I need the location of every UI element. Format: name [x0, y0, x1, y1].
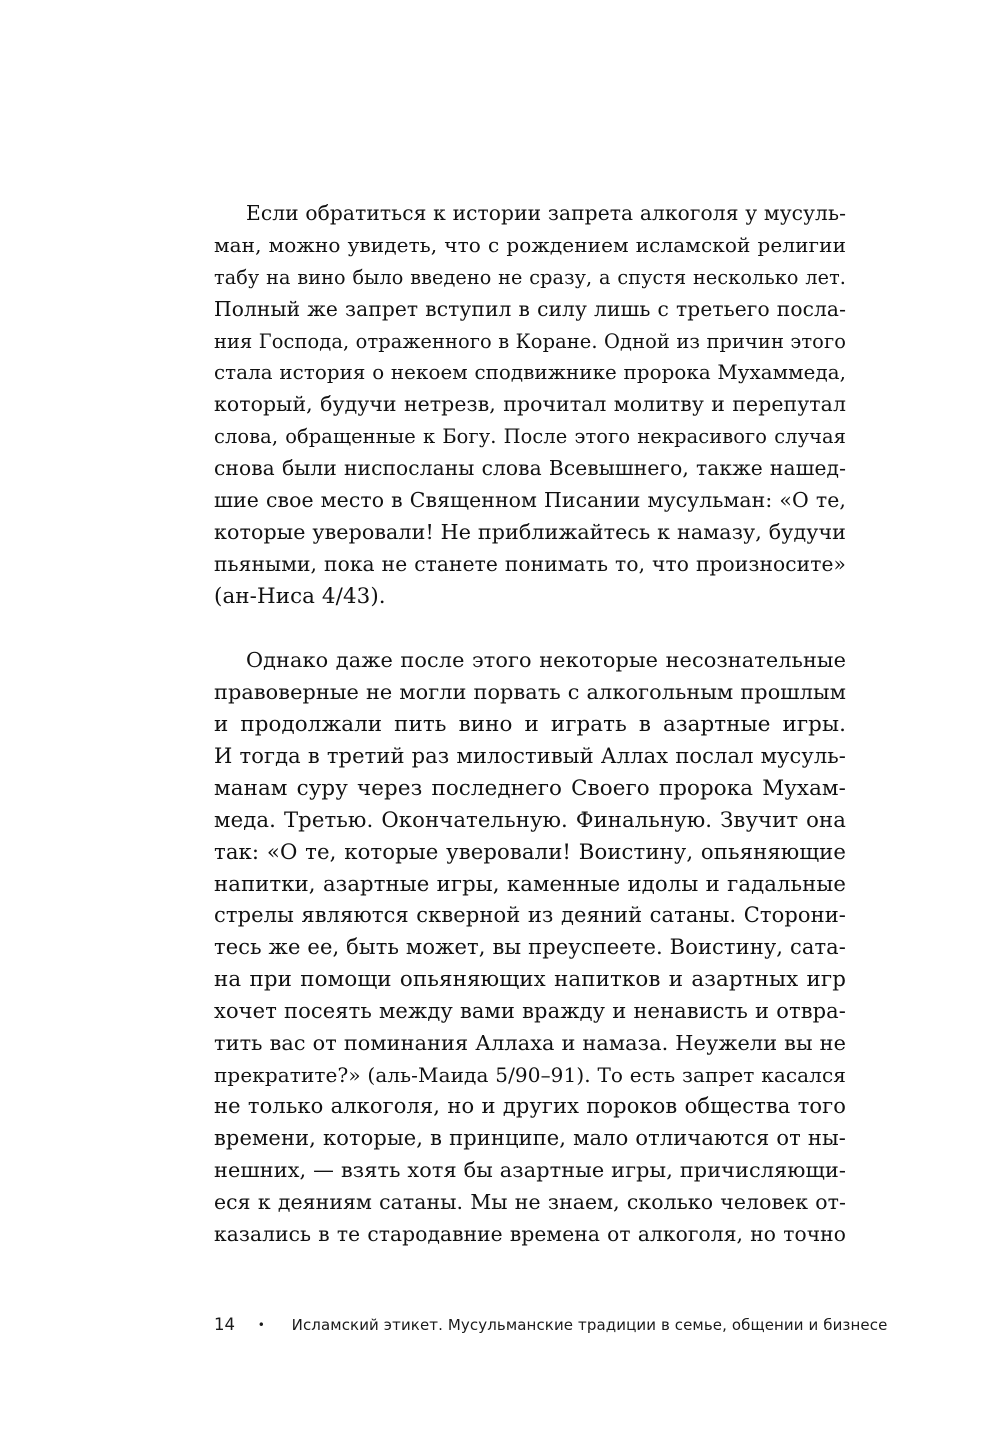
text-line: Однако даже после этого некоторые несознательные [246, 648, 846, 672]
paragraph-1 [214, 198, 846, 613]
text-line: табу на вино было введено не сразу, а спустя несколько лет. [214, 265, 846, 289]
text-line: стала история о некоем сподвижнике пророка Мухаммеда, [214, 361, 846, 385]
text-line: шие свое место в Священном Писании мусульман: «О те, [214, 488, 846, 513]
text-line: И тогда в третий раз милостивый Аллах послал мусуль- [214, 743, 846, 768]
text-line: времени, которые, в принципе, мало отличаются от ны- [214, 1126, 846, 1151]
paragraph-2 [214, 645, 846, 1251]
text-line: хочет посеять между вами вражду и ненависть и отвра- [214, 998, 846, 1023]
text-line: которые уверовали! Не приближайтесь к намазу, будучи [214, 519, 846, 544]
text-line: нешних, — взять хотя бы азартные игры, причисляющи- [214, 1158, 846, 1183]
text-line: тить вас от поминания Аллаха и намаза. Неужели вы не [214, 1030, 846, 1055]
text-line: правоверные не могли порвать с алкогольным прошлым [214, 679, 846, 704]
text-line: Если обратиться к истории запрета алкоголя у мусуль- [246, 201, 846, 225]
text-line: не только алкоголя, но и других пороков общества того [214, 1094, 846, 1119]
text-line: так: «О те, которые уверовали! Воистину, опьяняющие [214, 839, 846, 865]
text-line: стрелы являются скверной из деяний сатаны. Сторони- [214, 903, 846, 928]
bullet-separator: • [257, 1318, 265, 1332]
text-line: еся к деяниям сатаны. Мы не знаем, сколько человек от- [214, 1190, 846, 1215]
text-line: напитки, азартные игры, каменные идолы и гадальные [214, 871, 846, 897]
page-footer [214, 1313, 887, 1337]
text-line: ния Господа, отраженного в Коране. Одной из причин этого [214, 329, 846, 353]
text-line: манам суру через последнего Своего пророка Мухам- [214, 775, 846, 801]
text-line: казались в те стародавние времена от алкоголя, но точно [214, 1222, 846, 1247]
text-line: на при помощи опьяняющих напитков и азартных игр [214, 966, 846, 992]
text-line: и продолжали пить вино и играть в азартные игры. [214, 711, 846, 737]
text-line: Полный же запрет вступил в силу лишь с третьего посла- [214, 296, 846, 321]
text-line: который, будучи нетрезв, прочитал молитву и перепутал [214, 392, 846, 417]
text-line: ман, можно увидеть, что с рождением исламской религии [214, 232, 846, 257]
text-line: прекратите?» (аль-Маида 5/90–91). То есть запрет касался [214, 1062, 846, 1087]
text-line: слова, обращенные к Богу. После этого некрасивого случая [214, 425, 846, 449]
text-line: меда. Третью. Окончательную. Финальную. Звучит она [214, 807, 846, 833]
text-line: пьяными, пока не станете понимать то, что произносите» [214, 551, 846, 576]
text-line: снова были ниспосланы слова Всевышнего, также нашед- [214, 456, 846, 481]
page-number: 14 [214, 1315, 235, 1334]
running-title: Исламский этикет. Мусульманские традиции в семье, общении и бизнесе [291, 1316, 888, 1334]
text-line: тесь же ее, быть может, вы преуспеете. Воистину, сата- [214, 935, 846, 960]
text-line: (ан-Ниса 4/43). [214, 583, 386, 609]
